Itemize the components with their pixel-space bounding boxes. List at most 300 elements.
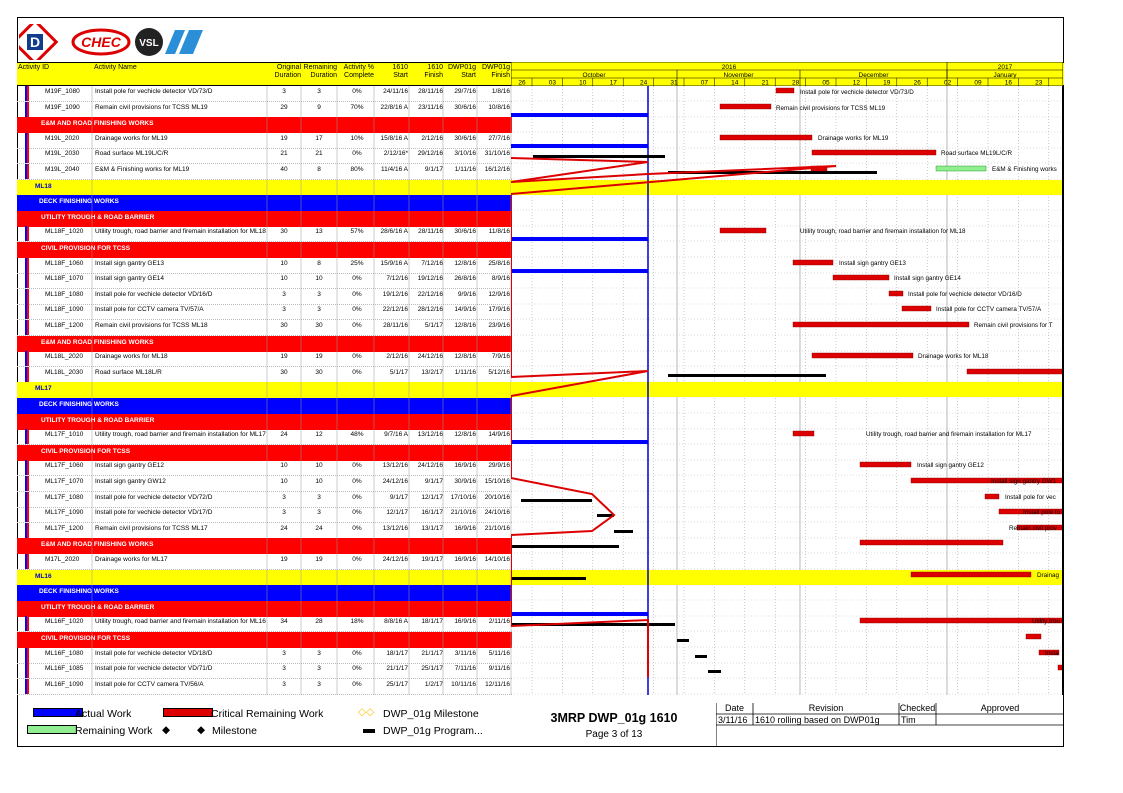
original-duration: 21 <box>280 150 288 157</box>
finish-date: 7/12/16 <box>421 260 443 267</box>
table-row[interactable] <box>17 273 512 289</box>
dwp-finish: 25/8/16 <box>488 260 510 267</box>
finish-date: 28/11/16 <box>418 88 443 95</box>
dwp-start: 17/10/16 <box>450 494 476 501</box>
percent-complete: 10% <box>350 135 364 142</box>
month-label: November <box>723 72 754 79</box>
dwp-start: 30/6/16 <box>454 228 476 235</box>
dwp-program-bar <box>521 499 592 502</box>
legend-actual-label: Actual Work <box>75 708 132 720</box>
original-duration: 24 <box>280 431 288 438</box>
dwp-finish: 5/12/16 <box>488 369 510 376</box>
group-header-red[interactable] <box>17 538 512 554</box>
group-header-red[interactable] <box>17 117 512 133</box>
percent-complete: 0% <box>352 88 362 95</box>
start-date: 11/4/16 A <box>381 166 408 173</box>
row-stripe <box>25 351 29 366</box>
bar-label: Drainage works for ML19 <box>818 135 889 142</box>
dwp-program-bar <box>677 639 689 642</box>
percent-complete: 0% <box>352 150 362 157</box>
row-stripe <box>25 102 29 117</box>
original-duration: 3 <box>282 494 286 501</box>
dwp-finish: 9/11/16 <box>488 665 510 672</box>
activity-id: M19L_2040 <box>45 166 80 173</box>
remaining-duration: 30 <box>315 369 323 376</box>
activity-name: Install pole for CCTV camera TV/57/A <box>95 306 204 313</box>
gantt-group-band <box>511 382 1063 397</box>
col-activity-complete[interactable]: Activity % Complete <box>343 64 374 79</box>
critical-bar <box>793 431 814 436</box>
dwp-program-bar <box>511 545 619 548</box>
group-title: CIVIL PROVISION FOR TCSS <box>41 245 131 252</box>
group-header-blue[interactable] <box>17 585 512 601</box>
dwp-finish: 15/10/16 <box>484 478 510 485</box>
table-row[interactable] <box>17 554 512 570</box>
group-header-red[interactable] <box>17 445 512 461</box>
dwp-start: 29/7/16 <box>454 88 476 95</box>
dwp-finish: 17/9/16 <box>488 306 510 313</box>
revision-table <box>716 703 1064 747</box>
actual-work-bar <box>511 440 648 444</box>
dwp-finish: 27/7/16 <box>488 135 510 142</box>
remaining-duration: 3 <box>317 494 321 501</box>
percent-complete: 0% <box>352 353 362 360</box>
group-title: DECK FINISHING WORKS <box>39 588 119 595</box>
col-activity-name[interactable]: Activity Name <box>94 64 137 71</box>
row-stripe <box>25 86 29 101</box>
group-title: ML18 <box>35 183 52 190</box>
activity-name: Road surface ML18L/R <box>95 369 162 376</box>
activity-id: ML18L_2030 <box>45 369 83 376</box>
dragages-logo <box>19 24 56 60</box>
week-label: 26 <box>913 79 921 86</box>
activity-id: ML18F_1200 <box>45 322 84 329</box>
finish-date: 22/12/16 <box>417 291 443 298</box>
remaining-duration: 3 <box>317 88 321 95</box>
remaining-duration: 9 <box>317 104 321 111</box>
row-stripe <box>25 367 29 382</box>
activity-table <box>17 86 512 695</box>
activity-name: Drainage works for ML17 <box>95 556 168 563</box>
activity-id: ML18L_2020 <box>45 353 83 360</box>
legend-remaining-swatch <box>27 725 77 734</box>
table-row[interactable] <box>17 148 512 164</box>
week-label: 03 <box>548 79 557 86</box>
remaining-duration: 24 <box>315 525 323 532</box>
dwp-finish: 20/10/16 <box>484 494 510 501</box>
group-title: UTILITY TROUGH & ROAD BARRIER <box>41 417 155 424</box>
row-stripe <box>25 616 29 631</box>
remaining-duration: 8 <box>317 260 321 267</box>
dwp-finish: 16/12/16 <box>484 166 510 173</box>
actual-work-bar <box>511 269 648 273</box>
remaining-duration: 10 <box>315 462 323 469</box>
critical-bar <box>860 540 1003 545</box>
week-label: 14 <box>731 79 739 86</box>
table-row[interactable] <box>17 492 512 508</box>
legend <box>17 703 512 747</box>
percent-complete: 0% <box>352 275 362 282</box>
activity-name: Install pole for vechicle detector VD/72/D <box>95 494 213 501</box>
start-date: 15/9/16 A <box>380 260 408 267</box>
table-row[interactable] <box>17 351 512 367</box>
percent-complete: 0% <box>352 525 362 532</box>
table-row[interactable] <box>17 460 512 476</box>
remaining-bar <box>936 166 986 171</box>
legend-program-label: DWP_01g Program... <box>383 725 483 737</box>
finish-date: 2/12/16 <box>421 135 443 142</box>
col-dwp01g-start[interactable]: DWP01g Start <box>447 64 476 79</box>
remaining-duration: 3 <box>317 291 321 298</box>
start-date: 9/7/16 A <box>384 431 408 438</box>
critical-bar <box>812 353 913 358</box>
group-header-yellow[interactable] <box>17 382 512 398</box>
start-date: 25/1/17 <box>386 681 408 688</box>
dwp-start: 12/8/16 <box>454 353 476 360</box>
dwp-start: 9/9/16 <box>457 291 476 298</box>
activity-id: M19L_2020 <box>45 135 80 142</box>
table-row[interactable] <box>17 258 512 274</box>
finish-date: 13/1/17 <box>421 525 443 532</box>
vsl-logo <box>135 28 203 56</box>
timeline-header <box>511 62 1063 86</box>
bar-label: E&M & Finishing works <box>992 166 1057 173</box>
original-duration: 10 <box>280 275 288 282</box>
dwp-finish: 11/8/16 <box>488 228 510 235</box>
table-row[interactable] <box>17 164 512 180</box>
original-duration: 19 <box>280 556 288 563</box>
dwp-start: 26/8/16 <box>454 275 476 282</box>
row-stripe <box>25 133 29 148</box>
row-stripe <box>25 289 29 304</box>
group-header-red[interactable] <box>17 242 512 258</box>
percent-complete: 0% <box>352 306 362 313</box>
legend-milestone-label: Milestone <box>212 725 257 737</box>
schedule-title: 3MRP DWP_01g 1610 <box>550 711 678 725</box>
group-title: CIVIL PROVISION FOR TCSS <box>41 635 131 642</box>
percent-complete: 80% <box>350 166 364 173</box>
group-header-red[interactable] <box>17 211 512 227</box>
activity-id: M19F_1080 <box>45 88 80 95</box>
table-row[interactable] <box>17 648 512 664</box>
actual-work-bar <box>511 612 648 616</box>
remaining-duration: 19 <box>315 556 323 563</box>
col-1610-finish[interactable]: 1610 Finish <box>424 64 443 79</box>
finish-date: 28/12/16 <box>417 306 443 313</box>
table-row[interactable] <box>17 367 512 383</box>
original-duration: 30 <box>280 228 288 235</box>
start-date: 13/12/16 <box>382 462 408 469</box>
group-header-yellow[interactable] <box>17 570 512 586</box>
dwp-finish: 10/8/16 <box>488 104 510 111</box>
remaining-duration: 13 <box>315 228 323 235</box>
group-header-red[interactable] <box>17 414 512 430</box>
remaining-duration: 10 <box>315 478 323 485</box>
title-box <box>512 703 716 747</box>
percent-complete: 0% <box>352 650 362 657</box>
group-header-blue[interactable] <box>17 195 512 211</box>
activity-id: ML17F_1080 <box>45 494 84 501</box>
year-label: 2017 <box>997 64 1013 71</box>
critical-bar <box>911 572 1031 577</box>
table-row[interactable] <box>17 102 512 118</box>
activity-id: ML17F_1060 <box>45 462 84 469</box>
row-stripe <box>25 476 29 491</box>
dwp-finish: 7/9/16 <box>491 353 510 360</box>
rev-header-checked: Checked <box>899 703 936 713</box>
rev-description: 1610 rolling based on DWP01g <box>755 715 880 725</box>
activity-name: Install pole for vechicle detector VD/73/D <box>95 88 213 95</box>
percent-complete: 0% <box>352 462 362 469</box>
month-label: October <box>582 72 606 79</box>
rev-header-date: Date <box>724 703 744 713</box>
percent-complete: 0% <box>352 494 362 501</box>
start-date: 24/12/16 <box>382 556 408 563</box>
start-date: 28/6/16 A <box>380 228 408 235</box>
dwp-program-bar <box>695 655 707 658</box>
row-stripe <box>25 164 29 179</box>
remaining-diamond-icon: ◆ <box>162 724 171 736</box>
dwp-start: 16/9/16 <box>454 618 476 625</box>
original-duration: 3 <box>282 665 286 672</box>
activity-id: ML16F_1080 <box>45 650 84 657</box>
finish-date: 18/1/17 <box>421 618 443 625</box>
critical-bar <box>720 135 812 140</box>
group-title: ML16 <box>35 573 52 580</box>
week-label: 28 <box>791 79 800 86</box>
dwp-program-bar <box>708 670 721 673</box>
activity-name: Install pole for CCTV camera TV/56/A <box>95 681 204 688</box>
legend-dwp-milestone-icon: ◇◇ <box>358 706 375 718</box>
activity-name: Install sign gantry GE12 <box>95 462 165 469</box>
finish-date: 13/2/17 <box>421 369 443 376</box>
start-date: 18/1/17 <box>386 650 408 657</box>
gantt-chart <box>511 86 1063 695</box>
week-label: 19 <box>883 79 891 86</box>
finish-date: 29/12/16 <box>417 150 443 157</box>
week-label: 05 <box>822 79 830 86</box>
legend-remaining-label: Remaining Work <box>75 725 153 737</box>
percent-complete: 18% <box>350 618 364 625</box>
bar-label: Install pole fo <box>1023 509 1061 516</box>
percent-complete: 0% <box>352 322 362 329</box>
week-label: 21 <box>761 79 769 86</box>
critical-bar <box>720 228 766 233</box>
actual-work-bar <box>511 113 648 117</box>
progress-line <box>511 158 836 677</box>
bar-label: Remain civil prov <box>1009 525 1057 532</box>
dwp-program-bar <box>668 374 826 377</box>
bar-label: Install sign gantry GW1 <box>991 478 1057 485</box>
activity-id: ML18F_1090 <box>45 306 84 313</box>
activity-name: Remain civil provisions for TCSS ML19 <box>95 104 208 111</box>
bar-label: Insta <box>1045 650 1059 657</box>
percent-complete: 0% <box>352 681 362 688</box>
dwp-finish: 2/11/16 <box>488 618 510 625</box>
row-stripe <box>25 648 29 663</box>
critical-bar <box>967 369 1063 374</box>
critical-bar <box>860 462 911 467</box>
activity-name: Install sign gantry GE13 <box>95 260 165 267</box>
group-title: UTILITY TROUGH & ROAD BARRIER <box>41 214 155 221</box>
original-duration: 40 <box>280 166 288 173</box>
finish-date: 25/1/17 <box>421 665 443 672</box>
dwp-finish: 29/9/16 <box>488 462 510 469</box>
finish-date: 24/12/16 <box>417 353 443 360</box>
dwp-finish: 5/11/16 <box>488 650 510 657</box>
activity-name: Remain civil provisions for TCSS ML18 <box>95 322 208 329</box>
percent-complete: 0% <box>352 291 362 298</box>
table-row[interactable] <box>17 476 512 492</box>
actual-work-bar <box>511 144 648 148</box>
milestone-diamond-icon: ◆ <box>197 724 206 736</box>
activity-id: M19L_2030 <box>45 150 80 157</box>
bar-label: Remain civil provisions for TCSS ML19 <box>776 105 886 112</box>
dwp-start: 16/9/16 <box>454 556 476 563</box>
activity-name: Install pole for vechicle detector VD/71/D <box>95 665 213 672</box>
bar-label: Install sign gantry GE14 <box>894 275 961 282</box>
activity-id: ML17F_1090 <box>45 509 84 516</box>
table-row[interactable] <box>17 304 512 320</box>
table-row[interactable] <box>17 133 512 149</box>
critical-bar <box>1026 634 1041 639</box>
bar-label: Install pole for CCTV camera TV/57/A <box>936 306 1042 313</box>
remaining-duration: 10 <box>315 275 323 282</box>
month-label: December <box>858 72 889 79</box>
finish-date: 24/12/16 <box>417 462 443 469</box>
start-date: 7/12/16 <box>386 275 408 282</box>
group-title: UTILITY TROUGH & ROAD BARRIER <box>41 604 155 611</box>
bar-label: Install sign gantry GE12 <box>917 462 984 469</box>
legend-critical-swatch <box>163 708 213 717</box>
original-duration: 30 <box>280 369 288 376</box>
percent-complete: 0% <box>352 665 362 672</box>
activity-name: Road surface ML19L/C/R <box>95 150 169 157</box>
table-row[interactable] <box>17 320 512 336</box>
svg-text:VSL: VSL <box>139 38 159 49</box>
remaining-duration: 3 <box>317 306 321 313</box>
table-row[interactable] <box>17 616 512 632</box>
dwp-start: 16/9/16 <box>454 462 476 469</box>
col-original-duration[interactable]: Original Duration <box>274 64 301 79</box>
critical-bar <box>812 150 936 155</box>
original-duration: 3 <box>282 291 286 298</box>
week-label: 12 <box>852 79 861 86</box>
dwp-start: 7/11/16 <box>454 665 476 672</box>
start-date: 22/8/16 A <box>380 104 408 111</box>
dwp-start: 16/9/16 <box>454 525 476 532</box>
original-duration: 34 <box>280 618 288 625</box>
group-header-red[interactable] <box>17 336 512 352</box>
group-header-red[interactable] <box>17 632 512 648</box>
col-activity-id[interactable]: Activity ID <box>18 64 50 71</box>
dwp-start: 21/10/16 <box>450 509 476 516</box>
group-title: E&M AND ROAD FINISHING WORKS <box>41 339 154 346</box>
activity-id: ML16F_1020 <box>45 618 84 625</box>
activity-name: Drainage works for ML18 <box>95 353 168 360</box>
actual-work-bar <box>511 237 648 241</box>
group-title: DECK FINISHING WORKS <box>39 198 119 205</box>
row-stripe <box>25 679 29 694</box>
activity-id: ML18F_1060 <box>45 260 84 267</box>
original-duration: 19 <box>280 135 288 142</box>
week-label: 23 <box>1035 79 1043 86</box>
week-label: 31 <box>670 79 678 86</box>
activity-id: ML17F_1010 <box>45 431 84 438</box>
activity-id: ML18F_1020 <box>45 228 84 235</box>
original-duration: 3 <box>282 650 286 657</box>
activity-id: ML18F_1080 <box>45 291 84 298</box>
percent-complete: 0% <box>352 556 362 563</box>
original-duration: 24 <box>280 525 288 532</box>
week-label: 24 <box>639 79 648 86</box>
table-row[interactable] <box>17 86 512 102</box>
row-stripe <box>25 460 29 475</box>
activity-id: ML16F_1085 <box>45 665 84 672</box>
critical-bar <box>902 306 931 311</box>
critical-bar <box>889 291 903 296</box>
remaining-duration: 17 <box>315 135 323 142</box>
dwp-finish: 12/11/16 <box>485 681 510 688</box>
start-date: 2/12/16* <box>383 150 408 157</box>
week-label: 26 <box>518 79 526 86</box>
col-remaining-duration[interactable]: Remaining Duration <box>303 64 337 79</box>
group-header-red[interactable] <box>17 601 512 617</box>
table-row[interactable] <box>17 226 512 242</box>
dwp-start: 30/9/16 <box>454 478 476 485</box>
chec-logo <box>73 30 129 54</box>
dwp-start: 14/9/16 <box>454 306 476 313</box>
start-date: 28/11/16 <box>383 322 408 329</box>
dwp-start: 12/8/16 <box>454 431 476 438</box>
dwp-finish: 14/9/16 <box>488 431 510 438</box>
bar-label: Drainag <box>1037 572 1060 579</box>
table-row[interactable] <box>17 429 512 445</box>
group-header-yellow[interactable] <box>17 180 512 196</box>
legend-critical-label: Critical Remaining Work <box>211 708 324 720</box>
finish-date: 1/2/17 <box>424 681 443 688</box>
activity-id: ML17F_1200 <box>45 525 84 532</box>
row-stripe <box>25 663 29 678</box>
start-date: 24/11/16 <box>383 88 408 95</box>
start-date: 21/1/17 <box>386 665 408 672</box>
bar-label: Install pole for vec <box>1005 494 1056 501</box>
dwp-finish: 1/8/16 <box>491 88 510 95</box>
year-label: 2016 <box>721 64 737 71</box>
start-date: 2/12/16 <box>386 353 408 360</box>
finish-date: 23/11/16 <box>418 104 443 111</box>
table-row[interactable] <box>17 507 512 523</box>
table-row[interactable] <box>17 663 512 679</box>
remaining-duration: 28 <box>315 618 323 625</box>
row-stripe <box>25 320 29 335</box>
col-dwp01g-finish[interactable]: DWP01g Finish <box>481 64 510 79</box>
activity-name: Install pole for vechicle detector VD/16/D <box>95 291 213 298</box>
rev-checked: Tim <box>901 715 916 725</box>
table-row[interactable] <box>17 523 512 539</box>
activity-id: M19F_1090 <box>45 104 80 111</box>
dwp-finish: 23/9/16 <box>488 322 510 329</box>
critical-bar <box>985 494 999 499</box>
table-row[interactable] <box>17 289 512 305</box>
col-1610-start[interactable]: 1610 Start <box>392 64 408 79</box>
bar-label: Install pole for vechicle detector VD/16/D <box>908 291 1022 298</box>
dwp-start: 3/11/16 <box>454 650 476 657</box>
activity-name: Install sign gantry GE14 <box>95 275 165 282</box>
critical-bar <box>720 104 771 109</box>
table-row[interactable] <box>17 679 512 695</box>
group-header-blue[interactable] <box>17 398 512 414</box>
